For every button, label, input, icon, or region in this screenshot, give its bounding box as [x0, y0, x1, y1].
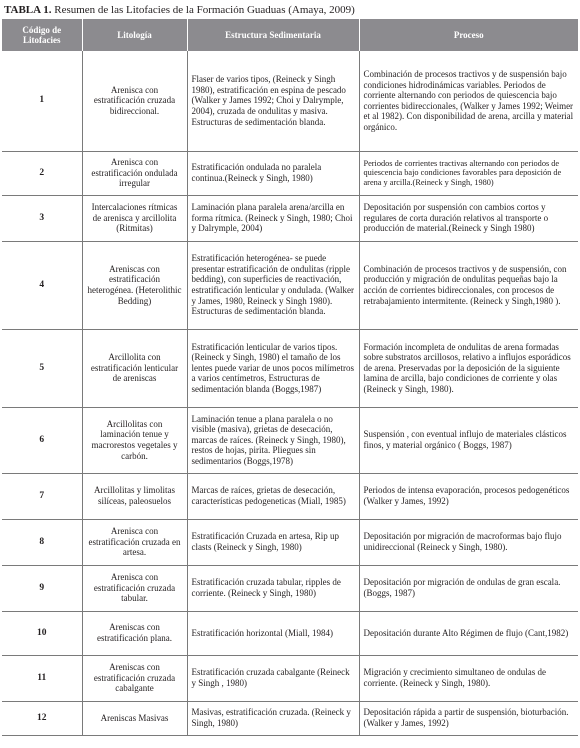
cell-proceso: Periodos de intensa evaporación, procesos pedogenéticos (Walker y James, 1992): [359, 473, 578, 519]
cell-litologia: Arenisca con estratificación cruzada en artesa.: [82, 519, 187, 565]
table-row: [2, 565, 578, 611]
cell-code: 2: [39, 167, 45, 178]
cell-code: 10: [37, 627, 47, 638]
cell-code: 7: [39, 490, 45, 501]
table-row: [2, 329, 578, 407]
header-row: [2, 19, 578, 51]
cell-estructura: Flaser de varios tipos, (Reineck y Singh 1980), estratificación en espina de pescado (Walker y James 1992; Choi y Dalrymple, 2004), cruzada de ondulitas y masiva. Estructuras de sedimentación blanda.: [187, 51, 359, 151]
cell-litologia: Arenisca con estratificación ondulada irregular: [82, 151, 187, 195]
cell-proceso: Periodos de corrientes tractivas alternando con periodos de quiescencia bajo condiciones favorables para deposición de arena y arcilla.(Reineck y Singh, 1980): [359, 151, 578, 195]
cell-code: 12: [37, 712, 47, 723]
table-row: [2, 701, 578, 735]
table-caption: [4, 2, 576, 18]
cell-estructura: Laminación plana paralela arena/arcilla en forma rítmica. (Reineck y Singh, 1980; Choi y Dalrymple, 2004): [187, 195, 359, 241]
cell-litologia: Intercalaciones rítmicas de arenisca y arcillolita (Ritmitas): [82, 195, 187, 241]
cell-proceso: Depositación por suspensión con cambios cortos y regulares de corta duración relativos al transporte o producción de material.(Reineck y Singh 1980): [359, 195, 578, 241]
cell-litologia: Areniscas con estratificación cruzada cabalgante: [82, 655, 187, 701]
cell-litologia: Arcillolita con estratificación lenticular de areniscas: [82, 329, 187, 407]
cell-proceso: Depositación por migración de ondulas de gran escala. (Boggs, 1987): [359, 565, 578, 611]
cell-litologia: Arenisca con estratificación cruzada bidireccional.: [82, 51, 187, 151]
cell-estructura: Estratificación ondulada no paralela continua.(Reineck y Singh, 1980): [187, 151, 359, 195]
cell-estructura: Masivas, estratificación cruzada. (Reineck y Singh, 1980): [187, 701, 359, 735]
table-header: [2, 19, 578, 51]
cell-code: 6: [39, 434, 45, 445]
cell-estructura: Estratificación horizontal (Miall, 1984): [187, 611, 359, 655]
header-proceso: Proceso: [359, 19, 578, 51]
cell-estructura: Estratificación cruzada cabalgante (Reineck y Singh , 1980): [187, 655, 359, 701]
cell-litologia: Arcillolitas con laminación tenue y macrorestos vegetales y carbón.: [82, 407, 187, 473]
table-row: [2, 611, 578, 655]
header-litologia: Litología: [82, 19, 187, 51]
cell-litologia: Areniscas con estratificación heterogénea. (Heterolithic Bedding): [82, 241, 187, 329]
table-row: [2, 195, 578, 241]
table-row: [2, 51, 578, 151]
cell-estructura: Estratificación Cruzada en artesa, Rip up clasts (Reineck y Singh, 1980): [187, 519, 359, 565]
header-code: Código de Litofacies: [2, 19, 82, 51]
table-row: [2, 407, 578, 473]
cell-code: 8: [39, 536, 45, 547]
cell-estructura: Estratificación lenticular de varios tipos. (Reineck y Singh, 1980) el tamaño de los lentes puede variar de unos pocos milímetros a varios centímetros, Estructuras de sedimentación blanda (Boggs,1987): [187, 329, 359, 407]
cell-proceso: Depositación por migración de macroformas bajo flujo unidireccional (Reineck y Singh, 1980).: [359, 519, 578, 565]
header-estructura: Estructura Sedimentaria: [187, 19, 359, 51]
cell-code: 3: [39, 212, 45, 223]
table-row: [2, 519, 578, 565]
cell-litologia: Arenisca con estratificación cruzada tabular.: [82, 565, 187, 611]
cell-code: 1: [39, 95, 45, 106]
cell-estructura: Estratificación heterogénea- se puede presentar estratificación de ondulitas (ripple bedding), con superficies de reactivación, estratificación lenticular y ondulada. (Walker y James, 1980, Reineck y Singh 1980). Estructuras de sedimentación blanda.: [187, 241, 359, 329]
cell-proceso: Combinación de procesos tractivos y de suspensión bajo condiciones hidrodinámicas variables. Periodos de corriente alternando con periodos de quiescencia bajo corrientes bidireccionales, (Walker y James 1992; Weimer et al 1982). Con disponibilidad de arena, arcilla y material orgánico.: [359, 51, 578, 151]
caption-label: TABLA 1.: [4, 4, 52, 16]
cell-proceso: Formación incompleta de ondulitas de arena formadas sobre substratos arcillosos, relativo a influjos esporádicos de arena. Preservadas por la deposición de la siguiente lamina de arcilla, bajo condiciones de corriente y olas (Reineck y Singh, 1980).: [359, 329, 578, 407]
cell-code: 9: [39, 582, 45, 593]
cell-litologia: Areniscas con estratificación plana.: [82, 611, 187, 655]
cell-estructura: Laminación tenue a plana paralela o no visible (masiva), grietas de desecación, marcas de raíces. (Reineck y Singh, 1980), restos de hojas, pirita. Pliegues sin sedimentarios (Boggs,1978): [187, 407, 359, 473]
cell-proceso: Depositación durante Alto Régimen de flujo (Cant,1982): [359, 611, 578, 655]
cell-estructura: Estratificación cruzada tabular, ripples de corriente. (Reineck y Singh, 1980): [187, 565, 359, 611]
table-row: [2, 151, 578, 195]
table-row: [2, 473, 578, 519]
cell-proceso: Depositación rápida a partir de suspensión, bioturbación. (Walker y James, 1992): [359, 701, 578, 735]
cell-proceso: Combinación de procesos tractivos y de suspensión, con producción y migración de ondulitas pequeñas bajo la acción de corrientes bidireccionales, con procesos de retrabajamiento intermitente. (Reineck y Singh,1980 ).: [359, 241, 578, 329]
cell-proceso: Migración y crecimiento simultaneo de ondulas de corriente. (Reineck y Singh, 1980).: [359, 655, 578, 701]
cell-litologia: Areniscas Masivas: [82, 701, 187, 735]
cell-proceso: Suspensión , con eventual influjo de materiales clásticos finos, y material orgánico ( Boggs, 1987): [359, 407, 578, 473]
cell-code: 4: [39, 279, 45, 290]
cell-estructura: Marcas de raíces, grietas de desecación, características pedogeneticas (Miall, 1985): [187, 473, 359, 519]
cell-code: 11: [37, 672, 47, 683]
cell-code: 5: [39, 362, 45, 373]
table-row: [2, 655, 578, 701]
caption-text: Resumen de las Litofacies de la Formación Guaduas (Amaya, 2009): [54, 4, 355, 16]
cell-litologia: Arcillolitas y limolitas silíceas, paleosuelos: [82, 473, 187, 519]
litofacies-table: [2, 19, 578, 736]
table-row: [2, 241, 578, 329]
table-body: [2, 51, 578, 735]
